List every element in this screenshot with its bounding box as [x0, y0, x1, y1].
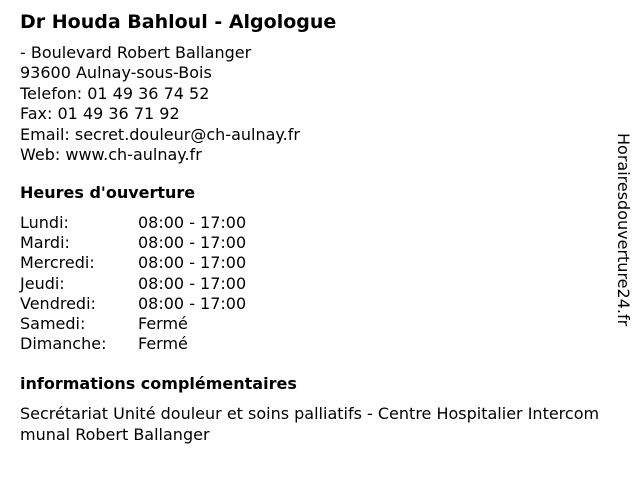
time-value: 08:00 - 17:00	[138, 253, 247, 273]
day-label: Dimanche:	[20, 334, 107, 354]
day-label: Mercredi:	[20, 253, 95, 273]
hours-row-sunday	[20, 334, 246, 354]
day-label: Jeudi:	[20, 273, 65, 293]
day-label: Samedi:	[20, 314, 86, 334]
hours-row-thursday	[20, 274, 246, 294]
time-value: 08:00 - 17:00	[138, 293, 247, 313]
time-value: Fermé	[138, 314, 188, 334]
opening-hours-table	[20, 213, 246, 354]
hours-row-saturday	[20, 314, 246, 334]
fax-number: Fax: 01 49 36 71 92	[20, 104, 180, 124]
site-brand: Horairesdouverture24.fr	[614, 133, 633, 327]
hours-row-wednesday	[20, 253, 246, 273]
phone-number: Telefon: 01 49 36 74 52	[20, 83, 210, 103]
website-address: Web: www.ch-aulnay.fr	[20, 145, 202, 165]
hours-row-monday	[20, 213, 246, 233]
additional-info-text: Secrétariat Unité douleur et soins palliatifs - Centre Hospitalier Intercommunal Robert Ballanger	[20, 404, 600, 444]
day-label: Lundi:	[20, 213, 69, 232]
address-street: - Boulevard Robert Ballanger	[20, 43, 252, 62]
additional-info-heading: informations complémentaires	[20, 374, 297, 393]
email-address: Email: secret.douleur@ch-aulnay.fr	[20, 124, 300, 144]
time-value: Fermé	[138, 334, 188, 354]
hours-row-tuesday	[20, 233, 246, 253]
day-label: Mardi:	[20, 233, 70, 253]
hours-row-friday	[20, 294, 246, 314]
address-city: 93600 Aulnay-sous-Bois	[20, 63, 212, 83]
page-title: Dr Houda Bahloul - Algologue	[20, 11, 337, 33]
contact-block	[20, 43, 300, 165]
time-value: 08:00 - 17:00	[138, 213, 247, 232]
time-value: 08:00 - 17:00	[138, 233, 247, 253]
day-label: Vendredi:	[20, 293, 96, 313]
time-value: 08:00 - 17:00	[138, 273, 247, 293]
opening-hours-heading: Heures d'ouverture	[20, 183, 196, 202]
